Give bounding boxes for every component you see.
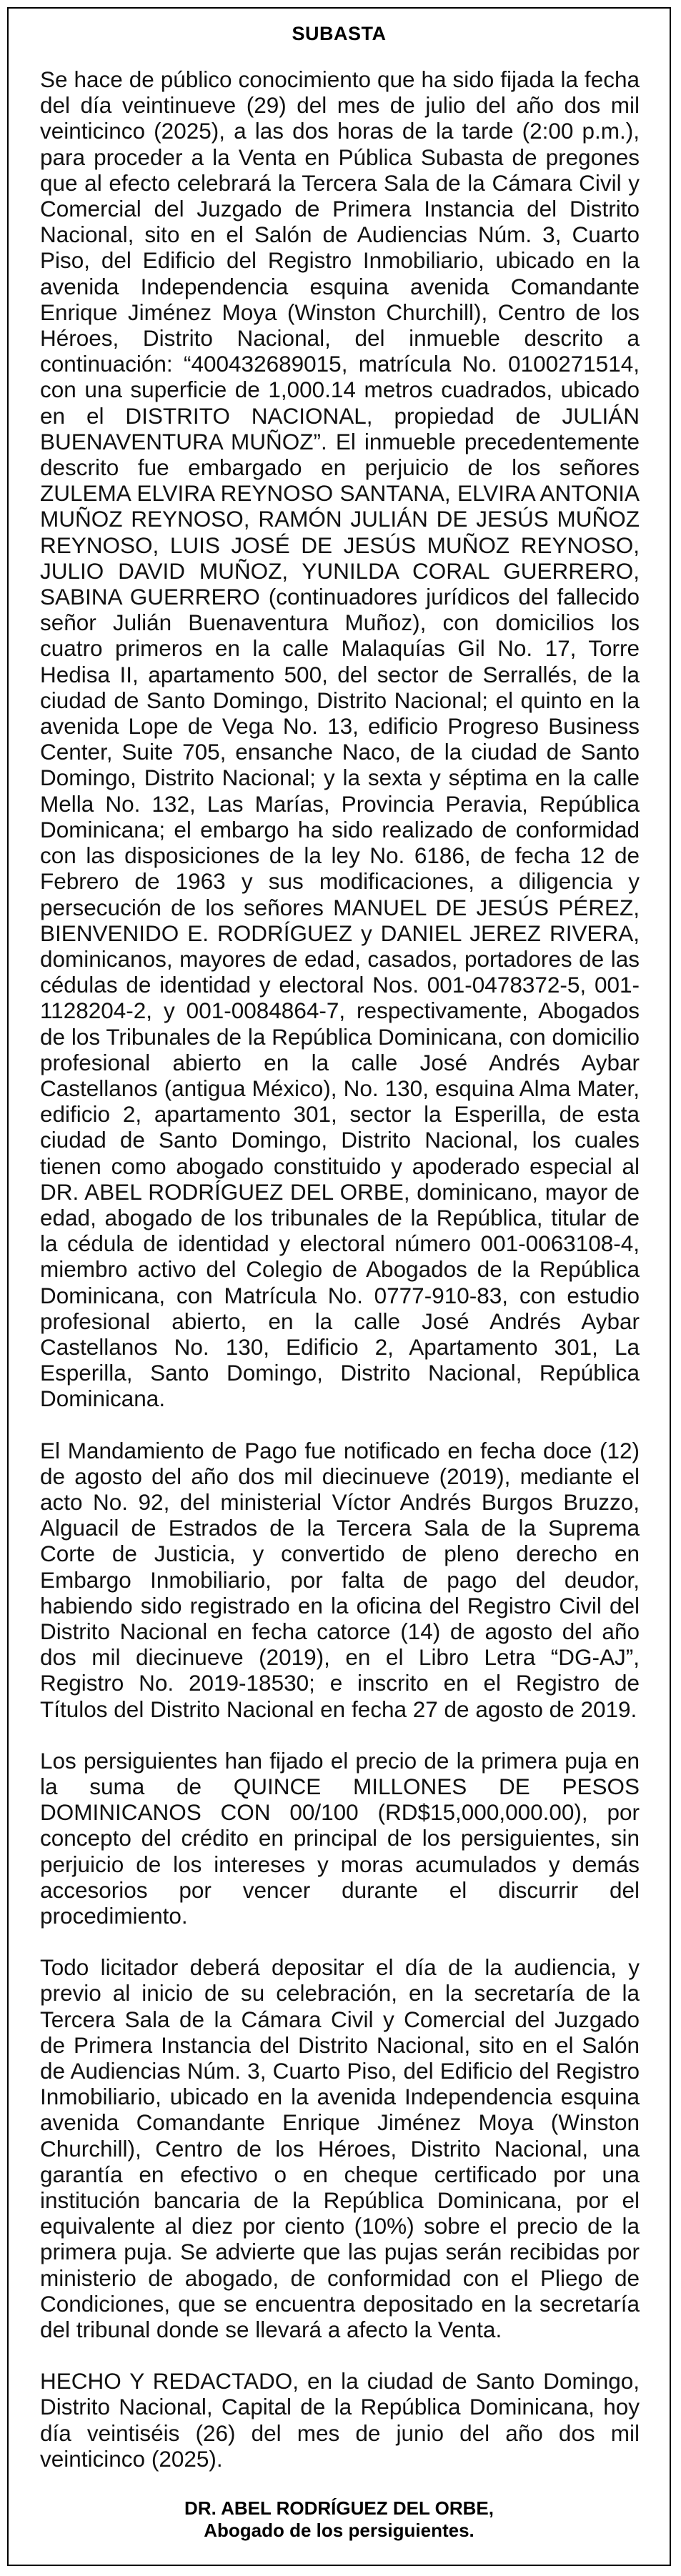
paragraph-bidder-deposit: Todo licitador deberá depositar el día de la audiencia, y previo al inicio de su celebración, en la secretaría de la Tercera Sala de la Cámara Civil y Comercial del Juzgado de Primera Instancia del Distrito Nacional, sito en el Salón de Audiencias Núm. 3, Cuarto Piso, del Edificio del Registro Inmobiliario, ubicado en la avenida Independencia esquina avenida Comandante Enrique Jiménez Moya (Winston Churchill), Centro de los Héroes, Distrito Nacional, una garantía en efectivo o en cheque certificado por una institución bancaria de la República Dominicana, por el equivalente al diez por ciento (10%) sobre el precio de la primera puja. Se advierte que las pujas serán recibidas por ministerio de abogado, de conformidad con el Pliego de Condiciones, que se encuentra depositado en la secretaría del tribunal donde se llevará a afecto la Venta. bbox=[40, 1954, 640, 2343]
notice-body bbox=[9, 66, 670, 2472]
paragraph-closing: HECHO Y REDACTADO, en la ciudad de Santo Domingo, Distrito Nacional, Capital de la República Dominicana, hoy día veintiséis (26) del mes de junio del año dos mil veinticinco (2025). bbox=[40, 2368, 640, 2472]
paragraph-first-bid-price: Los persiguientes han fijado el precio de la primera puja en la suma de QUINCE MILLONES DE PESOS DOMINICANOS CON 00/100 (RD$15,000,000.00), por concepto del crédito en principal de los persiguientes, sin perjuicio de los intereses y moras acumulados y demás accesorios por vencer durante el discurrir del procedimiento. bbox=[40, 1747, 640, 1929]
signature-role: Abogado de los persiguientes. bbox=[204, 2520, 474, 2542]
paragraph-auction-announcement: Se hace de público conocimiento que ha sido fijada la fecha del día veintinueve (29) del mes de julio del año dos mil veinticinco (2025), a las dos horas de la tarde (2:00 p.m.), para proceder a la Venta en Pública Subasta de pregones que al efecto celebrará la Tercera Sala de la Cámara Civil y Comercial del Juzgado de Primera Instancia del Distrito Nacional, sito en el Salón de Audiencias Núm. 3, Cuarto Piso, del Edificio del Registro Inmobiliario, ubicado en la avenida Independencia esquina avenida Comandante Enrique Jiménez Moya (Winston Churchill), Centro de los Héroes, Distrito Nacional, del inmueble descrito a continuación: “400432689015, matrícula No. 0100271514, con una superficie de 1,000.14 metros cuadrados, ubicado en el DISTRITO NACIONAL, propiedad de JULIÁN BUENAVENTURA MUÑOZ”. El inmueble precedentemente descrito fue embargado en perjuicio de los señores ZULEMA ELVIRA REYNOSO SANTANA, ELVIRA ANTONIA MUÑOZ REYNOSO, RAMÓN JULIÁN DE JESÚS MUÑOZ REYNOSO, LUIS JOSÉ DE JESÚS MUÑOZ REYNOSO, JULIO DAVID MUÑOZ, YUNILDA CORAL GUERRERO, SABINA GUERRERO (continuadores jurídicos del fallecido señor Julián Buenaventura Muñoz), con domicilios los cuatro primeros en la calle Malaquías Gil No. 17, Torre Hedisa II, apartamento 500, del sector de Serrallés, de la ciudad de Santo Domingo, Distrito Nacional; el quinto en la avenida Lope de Vega No. 13, edificio Progreso Business Center, Suite 705, ensanche Naco, de la ciudad de Santo Domingo, Distrito Nacional; y la sexta y séptima en la calle Mella No. 132, Las Marías, Provincia Peravia, República Dominicana; el embargo ha sido realizado de conformidad con las disposiciones de la ley No. 6186, de fecha 12 de Febrero de 1963 y sus modificaciones, a diligencia y persecución de los señores MANUEL DE JESÚS PÉREZ, BIENVENIDO E. RODRÍGUEZ y DANIEL JEREZ RIVERA, dominicanos, mayores de edad, casados, portadores de las cédulas de identidad y electoral Nos. 001-0478372-5, 001-1128204-2, y 001-0084864-7, respectivamente, Abogados de los Tribunales de la República Dominicana, con domicilio profesional abierto en la calle José Andrés Aybar Castellanos (antigua México), No. 130, esquina Alma Mater, edificio 2, apartamento 301, sector la Esperilla, de esta ciudad de Santo Domingo, Distrito Nacional, los cuales tienen como abogado constituido y apoderado especial al DR. ABEL RODRÍGUEZ DEL ORBE, dominicano, mayor de edad, abogado de los tribunales de la República, titular de la cédula de identidad y electoral número 001-0063108-4, miembro activo del Colegio de Abogados de la República Dominicana, con Matrícula No. 0777-910-83, con estudio profesional abierto, en la calle José Andrés Aybar Castellanos No. 130, Edificio 2, Apartamento 301, La Esperilla, Santo Domingo, Distrito Nacional, República Dominicana. bbox=[40, 66, 640, 1412]
signature-block bbox=[9, 2497, 670, 2542]
notice-frame bbox=[7, 7, 671, 2566]
paragraph-payment-order: El Mandamiento de Pago fue notificado en fecha doce (12) de agosto del año dos mil diecinueve (2019), mediante el acto No. 92, del ministerial Víctor Andrés Burgos Bruzzo, Alguacil de Estrados de la Tercera Sala de la Suprema Corte de Justicia, y convertido de pleno derecho en Embargo Inmobiliario, por falta de pago del deudor, habiendo sido registrado en la oficina del Registro Civil del Distrito Nacional en fecha catorce (14) de agosto del año dos mil diecinueve (2019), en el Libro Letra “DG-AJ”, Registro No. 2019-18530; e inscrito en el Registro de Títulos del Distrito Nacional en fecha 27 de agosto de 2019. bbox=[40, 1437, 640, 1722]
notice-title: SUBASTA bbox=[292, 23, 387, 44]
signature-name: DR. ABEL RODRÍGUEZ DEL ORBE, bbox=[184, 2497, 494, 2520]
